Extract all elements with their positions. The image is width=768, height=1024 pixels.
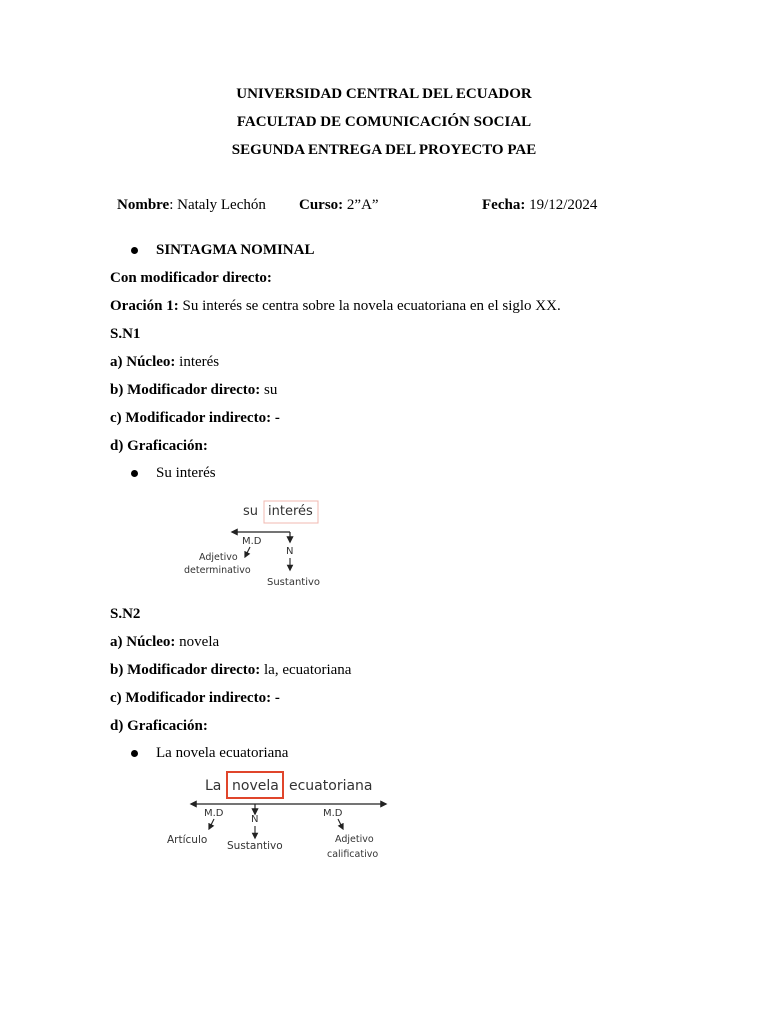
sn2-label-md1: M.D [204,808,224,819]
fecha-label: Fecha: [482,197,526,213]
sn2-label-sustantivo: Sustantivo [227,840,283,852]
university-title: UNIVERSIDAD CENTRAL DEL ECUADOR [236,86,532,102]
sn2-mi: c) Modificador indirecto: - [110,690,280,706]
sn1-diagram [170,492,350,592]
sn1-label-n: N [286,546,294,557]
sn2-title: S.N2 [110,606,141,622]
sn1-adj-line2: determinativo [184,565,251,576]
sn2-md [110,662,351,679]
sn1-md [110,382,277,399]
sn2-nucleo-value: novela [175,634,220,650]
sn2-label-md2: M.D [323,808,343,819]
oracion-1 [110,298,561,315]
sn2-md-value: la, ecuatoriana [260,662,352,678]
sn2-graf: d) Graficación: [110,718,208,734]
subtitle: Con modificador directo: [110,270,272,286]
sn2-label-n: N [251,814,259,825]
sn1-adj-line1: Adjetivo [199,552,238,563]
sn2-word-ecuatoriana: ecuatoriana [289,778,373,794]
sn1-nucleo-value: interés [175,354,220,370]
nombre-value: : Nataly Lechón [169,197,266,213]
sn2-adj-line1: Adjetivo [335,834,374,845]
sn1-graf: d) Graficación: [110,438,208,454]
sn2-diagram [160,768,400,868]
sn2-nucleo-label: a) Núcleo: [110,634,176,650]
fecha-value: 19/12/2024 [525,197,598,213]
sn2-md-label: b) Modificador directo: [110,662,261,678]
sn2-md2-arrow [338,819,343,829]
sn1-bullet-dot [131,470,138,477]
curso-label: Curso: [299,197,344,213]
sn1-md-arrow [245,547,250,557]
oracion-text: Su interés se centra sobre la novela ecuatoriana en el siglo XX. [178,298,561,314]
sn2-label-articulo: Artículo [167,834,208,846]
sn1-word-interes: interés [268,504,313,519]
bullet-dot [131,247,138,254]
sn1-mi: c) Modificador indirecto: - [110,410,280,426]
sn1-label-sustantivo: Sustantivo [267,577,321,588]
curso-value: 2”A” [343,197,379,213]
sn2-nucleo [110,634,219,651]
project-title: SEGUNDA ENTREGA DEL PROYECTO PAE [231,142,537,158]
fecha-field [482,197,597,214]
nombre-field [117,197,266,214]
sn1-md-value: su [260,382,278,398]
sn2-word-novela: novela [232,778,279,794]
section-heading: SINTAGMA NOMINAL [156,242,315,258]
nombre-label: Nombre [117,197,170,213]
sn1-title: S.N1 [110,326,141,342]
sn1-md-label: b) Modificador directo: [110,382,261,398]
faculty-title: FACULTAD DE COMUNICACIÓN SOCIAL [236,114,532,130]
sn2-bullet-dot [131,750,138,757]
curso-field [299,197,379,214]
sn2-word-la: La [205,778,222,794]
sn2-md1-arrow [209,819,214,829]
oracion-label: Oración 1: [110,298,179,314]
sn2-bullet-text: La novela ecuatoriana [156,745,289,761]
sn1-label-md: M.D [242,536,262,547]
sn1-bullet-text: Su interés [156,465,216,481]
sn1-nucleo [110,354,219,371]
sn1-nucleo-label: a) Núcleo: [110,354,176,370]
sn2-adj-line2: calificativo [327,849,379,860]
sn1-word-su: su [243,504,259,519]
